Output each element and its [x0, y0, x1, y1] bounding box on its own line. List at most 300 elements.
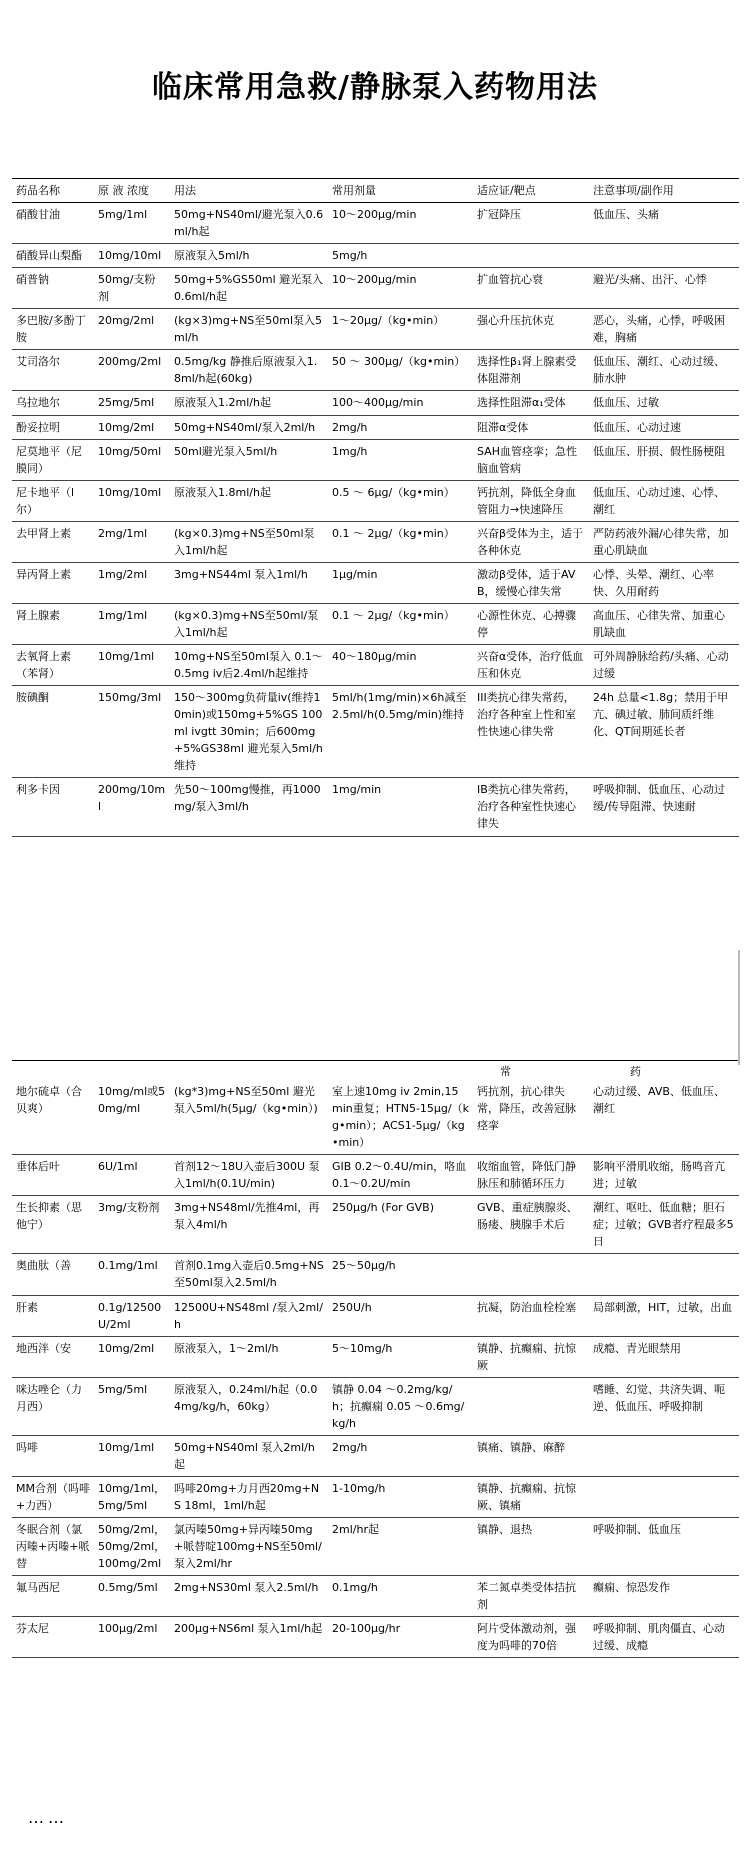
table-cell	[12, 480, 94, 521]
table-cell	[170, 350, 328, 391]
cell-text: 咪达唑仑（力月西）	[16, 1382, 82, 1413]
table-cell	[170, 1336, 328, 1377]
table-cell	[589, 1155, 739, 1196]
cell-text: 地尔硫卓（合贝爽）	[16, 1085, 82, 1116]
cell-text: 100μg/2ml	[98, 1622, 158, 1636]
table-cell	[473, 1254, 589, 1295]
table-cell	[473, 439, 589, 480]
table-cell	[473, 415, 589, 439]
table-cell	[12, 603, 94, 644]
table-header-row	[12, 179, 739, 203]
cell-text: 0.1 ～ 2μg/（kg•min）	[332, 608, 455, 622]
column-header	[170, 179, 328, 203]
cell-text: 5～10mg/h	[332, 1341, 393, 1355]
cell-text: 10mg+NS至50ml泵入 0.1～0.5mg iv后2.4ml/h起维持	[174, 650, 323, 681]
table-cell	[328, 1377, 473, 1435]
cell-text: 去甲肾上素	[16, 526, 71, 540]
table-row	[12, 1576, 739, 1617]
table-row	[12, 1295, 739, 1336]
table-cell	[589, 1336, 739, 1377]
table-cell	[328, 1196, 473, 1254]
table-cell	[94, 562, 170, 603]
table-cell	[94, 439, 170, 480]
cell-text: 低血压、心动过速	[593, 420, 681, 434]
cell-text: 氟马西尼	[16, 1581, 60, 1595]
table-cell	[328, 480, 473, 521]
page-break-continuation	[12, 1060, 739, 1081]
table-cell	[589, 1518, 739, 1576]
table-cell	[473, 645, 589, 686]
table-cell	[328, 1080, 473, 1155]
cell-text: 低血压、心动过速、心悸、潮红	[593, 485, 725, 516]
table-cell	[473, 1295, 589, 1336]
cell-text: 激动β受体，适于AVB，缓慢心律失常	[477, 567, 576, 598]
cell-text: 注意事项/副作用	[593, 184, 674, 197]
cell-text: 1mg/2ml	[98, 567, 148, 581]
table-cell	[589, 391, 739, 415]
cell-text: 吗啡	[16, 1440, 38, 1454]
cell-text: 0.5mg/kg 静推后原液泵入1.8ml/h起(60kg)	[174, 355, 318, 386]
table-cell	[473, 778, 589, 836]
table-row	[12, 645, 739, 686]
cell-text: 5mg/1ml	[98, 208, 148, 222]
table-cell	[94, 603, 170, 644]
cell-text: 苯二氮卓类受体拮抗剂	[477, 1581, 576, 1612]
cell-text: 0.5 ～ 6μg/（kg•min）	[332, 485, 455, 499]
table-cell	[589, 1476, 739, 1517]
cell-text: 250U/h	[332, 1300, 372, 1314]
table-cell	[328, 645, 473, 686]
table-cell	[589, 1576, 739, 1617]
cell-text: 兴奋α受体，治疗低血压和休克	[477, 650, 584, 681]
cell-text: 局部刺激，HIT，过敏，出血	[593, 1300, 733, 1314]
cell-text: 10～200μg/min	[332, 208, 417, 222]
cell-text: 异丙肾上素	[16, 567, 71, 581]
table-cell	[170, 521, 328, 562]
table-cell	[12, 778, 94, 836]
table-cell	[473, 1576, 589, 1617]
cell-text: IB类抗心律失常药，治疗各种室性快速心律失	[477, 783, 576, 831]
table-cell	[170, 415, 328, 439]
table-row	[12, 203, 739, 244]
table-cell	[94, 244, 170, 268]
table-cell	[589, 645, 739, 686]
table-cell	[12, 1336, 94, 1377]
cell-text: 成瘾、青光眼禁用	[593, 1341, 681, 1355]
table-cell	[94, 1196, 170, 1254]
cell-text: 25～50μg/h	[332, 1259, 396, 1273]
cell-text: 1mg/h	[332, 444, 368, 458]
cell-text: 50mg+NS40ml/避光泵入0.6ml/h起	[174, 208, 324, 239]
column-header	[12, 179, 94, 203]
cell-text: 适应证/靶点	[477, 184, 536, 197]
table-cell	[589, 439, 739, 480]
table-cell	[12, 309, 94, 350]
table-row	[12, 603, 739, 644]
cell-text: 乌拉地尔	[16, 396, 60, 410]
cell-text: 3mg/支粉剂	[98, 1201, 160, 1215]
cell-text: 200mg/2ml	[98, 355, 162, 369]
cell-text: 10mg/10ml	[98, 249, 162, 263]
cell-text: 兴奋β受体为主，适于各种休克	[477, 526, 584, 557]
table-cell	[328, 603, 473, 644]
table-cell	[328, 778, 473, 836]
table-cell	[328, 1518, 473, 1576]
table-cell	[170, 645, 328, 686]
table-cell	[12, 244, 94, 268]
cell-text: 10mg/1ml	[98, 1440, 155, 1454]
cell-text: 硝普钠	[16, 273, 49, 287]
table-cell	[12, 1254, 94, 1295]
table-cell	[328, 1254, 473, 1295]
table-cell	[473, 1336, 589, 1377]
table-cell	[94, 521, 170, 562]
table-cell	[170, 309, 328, 350]
table-row	[12, 562, 739, 603]
table-cell	[94, 1336, 170, 1377]
scan-edge-line	[738, 950, 740, 1065]
cell-text: 12500U+NS48ml /泵入2ml/h	[174, 1300, 323, 1331]
table-cell	[589, 480, 739, 521]
table-cell	[94, 1295, 170, 1336]
cell-text: 嗜睡、幻觉、共济失调、呃逆、低血压、呼吸抑制	[593, 1382, 725, 1413]
table-cell	[589, 268, 739, 309]
drug-table-page-2	[12, 1080, 739, 1658]
table-cell	[94, 1476, 170, 1517]
table-cell	[328, 309, 473, 350]
cell-text: 垂体后叶	[16, 1160, 60, 1174]
table-row	[12, 1196, 739, 1254]
cell-text: 肝素	[16, 1300, 38, 1314]
table-cell	[94, 268, 170, 309]
table-row	[12, 778, 739, 836]
cell-text: 10mg/1ml	[98, 650, 155, 664]
cell-text: 1～20μg/（kg•min）	[332, 314, 445, 328]
cell-text: 2mg/1ml	[98, 526, 148, 540]
table-cell	[473, 686, 589, 778]
table-row	[12, 521, 739, 562]
cell-text: 1mg/1ml	[98, 608, 148, 622]
table-cell	[473, 1080, 589, 1155]
cell-text: 镇静、抗癫痫、抗惊厥、镇痛	[477, 1481, 576, 1512]
cell-text: 高血压、心律失常、加重心肌缺血	[593, 608, 725, 639]
cell-text: 先50～100mg慢推，再1000mg/泵入3ml/h	[174, 783, 321, 814]
cell-text: (kg*3)mg+NS至50ml 避光泵入5ml/h(5μg/（kg•min）)	[174, 1085, 318, 1116]
cell-text: 首剂12～18U入壶后300U 泵入1ml/h(0.1U/min)	[174, 1160, 320, 1191]
cell-text: 镇静、抗癫痫、抗惊厥	[477, 1341, 576, 1372]
cell-text: 镇痛、镇静、麻醉	[477, 1440, 565, 1454]
drug-table-page-1	[12, 178, 739, 837]
cell-text: 25mg/5ml	[98, 396, 155, 410]
table-cell	[328, 562, 473, 603]
cell-text: 0.5mg/5ml	[98, 1581, 158, 1595]
table-cell	[328, 1155, 473, 1196]
cell-text: 5mg/h	[332, 249, 368, 263]
table-cell	[12, 1196, 94, 1254]
cell-text: 影响平滑肌收缩，肠鸣音亢进；过敏	[593, 1160, 725, 1191]
table-row	[12, 1518, 739, 1576]
table-cell	[328, 1476, 473, 1517]
table-cell	[589, 686, 739, 778]
cell-text: 地西泮（安	[16, 1341, 71, 1355]
table-cell	[170, 1254, 328, 1295]
cell-text: 奥曲肽（善	[16, 1259, 71, 1273]
table-cell	[12, 1476, 94, 1517]
table-cell	[589, 562, 739, 603]
table-row	[12, 1435, 739, 1476]
table-cell	[170, 391, 328, 415]
cell-text: 原 液 浓度	[98, 184, 149, 197]
table-row	[12, 1080, 739, 1155]
cell-text: 氯丙嗪50mg+异丙嗪50mg+哌替啶100mg+NS至50ml/泵入2ml/hr	[174, 1523, 322, 1571]
table-cell	[170, 439, 328, 480]
table-row	[12, 415, 739, 439]
table-row	[12, 1377, 739, 1435]
table-cell	[473, 1476, 589, 1517]
table-cell	[473, 309, 589, 350]
table-cell	[170, 1155, 328, 1196]
table-cell	[589, 415, 739, 439]
cell-text: 50ml避光泵入5ml/h	[174, 444, 278, 458]
table-row	[12, 350, 739, 391]
cell-text: 150mg/3ml	[98, 691, 162, 705]
table-cell	[589, 1617, 739, 1658]
cell-text: 250μg/h (For GVB)	[332, 1201, 435, 1215]
table-cell	[94, 1617, 170, 1658]
cell-text: 强心升压抗休克	[477, 314, 554, 328]
cell-text: 20-100μg/hr	[332, 1622, 401, 1636]
cell-text: 1-10mg/h	[332, 1481, 386, 1495]
cell-text: 严防药液外漏/心律失常，加重心肌缺血	[593, 526, 729, 557]
cell-text: 50mg+5%GS50ml 避光泵入0.6ml/h起	[174, 273, 324, 304]
table-cell	[328, 1336, 473, 1377]
column-header	[94, 179, 170, 203]
table-cell	[328, 1576, 473, 1617]
table-cell	[473, 268, 589, 309]
table-cell	[170, 1518, 328, 1576]
cell-text: 10mg/ml或50mg/ml	[98, 1085, 166, 1116]
table-cell	[473, 1196, 589, 1254]
table-cell	[328, 391, 473, 415]
table-cell	[12, 350, 94, 391]
cell-text: 心动过缓、AVB、低血压、潮红	[593, 1085, 725, 1116]
column-header	[473, 179, 589, 203]
cell-text: 恶心，头痛，心悸，呼吸困难，胸痛	[593, 314, 725, 345]
cell-text: 可外周静脉给药/头痛、心动过缓	[593, 650, 729, 681]
table-cell	[94, 1377, 170, 1435]
table-cell	[12, 415, 94, 439]
table-cell	[170, 244, 328, 268]
table-cell	[12, 1435, 94, 1476]
table-cell	[328, 203, 473, 244]
cell-text: 酚妥拉明	[16, 420, 60, 434]
cell-text: 硝酸甘油	[16, 208, 60, 222]
table-cell	[94, 778, 170, 836]
table-cell	[170, 1196, 328, 1254]
cell-text: 3mg+NS44ml 泵入1ml/h	[174, 567, 308, 581]
table-cell	[12, 268, 94, 309]
cell-text: 5mg/5ml	[98, 1382, 148, 1396]
table-cell	[589, 244, 739, 268]
cell-text: 肾上腺素	[16, 608, 60, 622]
table-cell	[94, 480, 170, 521]
table-cell	[328, 439, 473, 480]
table-cell	[473, 1617, 589, 1658]
table-cell	[170, 1617, 328, 1658]
table-cell	[12, 1155, 94, 1196]
cell-text: 潮红、呕吐、低血糖；胆石症；过敏；GVB者疗程最多5日	[593, 1201, 734, 1249]
cell-text: GIB 0.2～0.4U/min，咯血0.1～0.2U/min	[332, 1160, 467, 1191]
cell-text: 常用剂量	[332, 184, 376, 197]
more-ellipsis: ……	[28, 1808, 68, 1827]
cell-text: 去氧肾上素（苯肾）	[16, 650, 71, 681]
cell-text: 原液泵入，0.24ml/h起（0.04mg/kg/h，60kg）	[174, 1382, 318, 1413]
table-row	[12, 1476, 739, 1517]
table-cell	[473, 562, 589, 603]
cell-text: 扩冠降压	[477, 208, 521, 222]
table-cell	[473, 1435, 589, 1476]
table-cell	[328, 350, 473, 391]
table-cell	[12, 1377, 94, 1435]
table-cell	[589, 1295, 739, 1336]
cell-text: 抗凝，防治血栓栓塞	[477, 1300, 576, 1314]
table-cell	[12, 439, 94, 480]
cell-text: 硝酸异山梨酯	[16, 249, 82, 263]
table-cell	[589, 1080, 739, 1155]
cell-text: 10～200μg/min	[332, 273, 417, 287]
cell-text: (kg×0.3)mg+NS至50ml泵入1ml/h起	[174, 526, 315, 557]
cell-text: 0.1g/12500U/2ml	[98, 1300, 162, 1331]
cell-text: 芬太尼	[16, 1622, 49, 1636]
table-row	[12, 391, 739, 415]
table-cell	[170, 268, 328, 309]
table-cell	[12, 521, 94, 562]
table-cell	[94, 1518, 170, 1576]
table-row	[12, 1336, 739, 1377]
cell-text: 阿片受体激动剂，强度为吗啡的70倍	[477, 1622, 576, 1653]
cell-text: 0.1mg/1ml	[98, 1259, 158, 1273]
cell-text: 3mg+NS48ml/先推4ml，再泵入4ml/h	[174, 1201, 320, 1232]
cell-text: 呼吸抑制、低血压	[593, 1523, 681, 1537]
table-cell	[170, 778, 328, 836]
cell-text: 呼吸抑制、肌肉僵直、心动过缓、成瘾	[593, 1622, 725, 1653]
cell-text: 心悸、头晕、潮红、心率快、久用耐药	[593, 567, 714, 598]
cell-text: SAH血管痉挛；急性脑血管病	[477, 444, 577, 475]
cell-text: 艾司洛尔	[16, 355, 60, 369]
cell-text: 原液泵入1.2ml/h起	[174, 396, 271, 410]
cell-text: 扩血管抗心衰	[477, 273, 543, 287]
table-cell	[12, 1295, 94, 1336]
table-cell	[12, 1518, 94, 1576]
table-cell	[12, 203, 94, 244]
table-cell	[589, 350, 739, 391]
cell-text: 多巴胺/多酚丁胺	[16, 314, 86, 345]
table-cell	[94, 686, 170, 778]
cell-text: 0.1mg/h	[332, 1581, 378, 1595]
cell-text: 10mg/1ml，5mg/5ml	[98, 1481, 166, 1512]
cell-text: 50mg/2ml，50mg/2ml，100mg/2ml	[98, 1523, 166, 1571]
table-cell	[473, 1377, 589, 1435]
cell-text: 尼莫地平（尼膜同）	[16, 444, 82, 475]
cell-text: 首剂0.1mg入壶后0.5mg+NS至50ml泵入2.5ml/h	[174, 1259, 324, 1290]
table-cell	[473, 1155, 589, 1196]
cell-text: 24h 总量<1.8g；禁用于甲亢、碘过敏、肺间质纤维化、QT间期延长者	[593, 691, 729, 739]
table-cell	[12, 686, 94, 778]
table-cell	[94, 1080, 170, 1155]
cell-text: 避光/头痛、出汗、心悸	[593, 273, 707, 287]
cell-text: 选择性β₁肾上腺素受体阻滞剂	[477, 355, 577, 386]
table-cell	[170, 603, 328, 644]
cell-text: 1μg/min	[332, 567, 378, 581]
cell-text: 钙抗剂，抗心律失常，降压，改善冠脉痉挛	[477, 1085, 576, 1133]
column-header	[328, 179, 473, 203]
table-cell	[170, 1080, 328, 1155]
cell-text: 低血压、潮红、心动过缓、肺水肿	[593, 355, 725, 386]
table-cell	[589, 309, 739, 350]
continued-text-left: 常	[500, 1065, 511, 1078]
cell-text: 胺碘酮	[16, 691, 49, 705]
table-cell	[589, 1254, 739, 1295]
cell-text: MM合剂（吗啡+力西）	[16, 1481, 90, 1512]
table-cell	[12, 1617, 94, 1658]
cell-text: 阻滞α受体	[477, 420, 529, 434]
cell-text: 200mg/10ml	[98, 783, 166, 814]
cell-text: 药品名称	[16, 184, 60, 197]
table-cell	[473, 203, 589, 244]
table-cell	[170, 203, 328, 244]
table-cell	[12, 562, 94, 603]
table-cell	[170, 1576, 328, 1617]
table-cell	[94, 309, 170, 350]
cell-text: 2ml/hr起	[332, 1523, 379, 1537]
cell-text: 选择性阻滞α₁受体	[477, 396, 566, 410]
table-cell	[328, 521, 473, 562]
cell-text: 原液泵入1.8ml/h起	[174, 485, 271, 499]
table-cell	[589, 778, 739, 836]
table-cell	[473, 244, 589, 268]
cell-text: 癫痫、惊恐发作	[593, 1581, 670, 1595]
cell-text: 150～300mg负荷量iv(维持10min)或150mg+5%GS 100ml ivgtt 30min；后600mg+5%GS38ml 避光泵入5ml/h维持	[174, 691, 323, 773]
table-cell	[328, 244, 473, 268]
cell-text: 5ml/h(1mg/min)×6h减至2.5ml/h(0.5mg/min)维持	[332, 691, 467, 722]
table-cell	[589, 1377, 739, 1435]
table-cell	[473, 350, 589, 391]
table-cell	[94, 350, 170, 391]
cell-text: 用法	[174, 184, 196, 197]
table-cell	[589, 521, 739, 562]
table-cell	[94, 203, 170, 244]
cell-text: 低血压、肝损、假性肠梗阻	[593, 444, 725, 458]
cell-text: 低血压、过敏	[593, 396, 659, 410]
cell-text: 生长抑素（思他宁）	[16, 1201, 82, 1232]
cell-text: III类抗心律失常药，治疗各种室上性和室性快速心律失常	[477, 691, 576, 739]
table-cell	[589, 603, 739, 644]
cell-text: 0.1 ～ 2μg/（kg•min）	[332, 526, 455, 540]
cell-text: 尼卡地平（l尔）	[16, 485, 75, 516]
table-cell	[94, 645, 170, 686]
table-cell	[589, 1435, 739, 1476]
table-cell	[589, 1196, 739, 1254]
cell-text: 呼吸抑制、低血压、心动过缓/传导阻滞、快速耐	[593, 783, 725, 814]
cell-text: 镇静 0.04 ～0.2mg/kg/h；抗癫痫 0.05 ～0.6mg/kg/h	[332, 1382, 465, 1430]
table-row	[12, 268, 739, 309]
cell-text: GVB、重症胰腺炎、肠瘘、胰腺手术后	[477, 1201, 578, 1232]
cell-text: 10mg/2ml	[98, 420, 155, 434]
table-cell	[170, 686, 328, 778]
cell-text: 室上速10mg iv 2min,15min重复；HTN5-15μg/（kg•min）；ACS1-5μg/（kg•min）	[332, 1085, 469, 1150]
table-row	[12, 1155, 739, 1196]
cell-text: 利多卡因	[16, 783, 60, 797]
